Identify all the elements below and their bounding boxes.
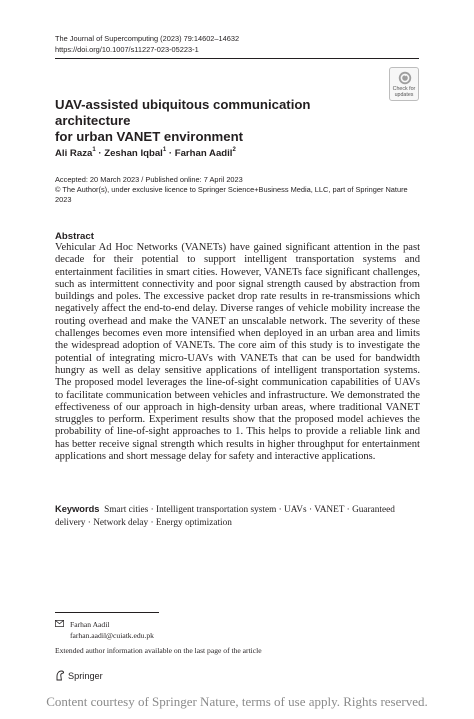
author-name[interactable]: Ali Raza [55,148,93,159]
journal-citation: The Journal of Supercomputing (2023) 79:14602–14632 [55,34,240,43]
header-rule [55,58,419,59]
author-name[interactable]: Farhan Aadil [174,148,233,159]
correspondence-email[interactable]: farhan.aadil@cuiatk.edu.pk [70,631,154,640]
courtesy-watermark: Content courtesy of Springer Nature, terms of use apply. Rights reserved. [46,694,428,709]
title-line-2: for urban VANET environment [55,129,244,144]
correspondence-name: Farhan Aadil [70,620,110,629]
check-updates-line1: Check for [392,86,416,92]
keywords-label: Keywords [55,504,100,514]
article-title [55,97,375,145]
author-affiliation: 1 [92,147,96,153]
title-line-1: UAV-assisted ubiquitous communication architecture [55,97,311,128]
springer-logo [55,670,103,681]
copyright-notice: © The Author(s), under exclusive licence to Springer Science+Business Media, LLC, part of Springer Nature 2023 [55,185,408,204]
keywords [55,503,420,529]
keywords-text: Smart cities · Intelligent transportation system · UAVs · VANET · Guaranteed delivery · Network delay · Energy optimization [55,505,395,528]
doi-link[interactable]: https://doi.org/10.1007/s11227-023-05223-1 [55,44,199,54]
publisher-name: Springer [68,671,103,681]
envelope-icon [55,620,64,627]
check-for-updates-badge[interactable] [389,67,419,101]
abstract-heading: Abstract [55,231,94,242]
footnote-rule [55,612,159,613]
publication-dates: Accepted: 20 March 2023 / Published online: 7 April 2023 [55,175,243,184]
author-separator: · [95,148,105,159]
author-affiliation: 2 [232,147,236,153]
abstract-text: Vehicular Ad Hoc Networks (VANETs) have gained significant attention in the past decade for their potential to support intelligent transportation systems and entertainment facilities in smart cities. However, VANETs face significant challenges, such as intermittent connectivity and poor signal strength caused by abstraction from buildings and poles. The excessive packet drop rate results in re-transmissions which negatively affect the end-to-end delay. Diverse ranges of vehicle mobility increase the routing overhead and make the VANET an unscalable network. The severity of these challenges becomes even more intensified when deployed in an urban area and limits the widespread adoption of VANETs. The core aim of this study is to investigate the potential of integrating micro-UAVs with VANETs that can be used for bandwidth hungry as well as delay sensitive applications of intelligent transportation systems. The proposed model leverages the line-of-sight communication capabilities of UAVs to facilitate communication between vehicles and infrastructure. We demonstrated the effectiveness of our approach in high-density urban areas, where traditional VANET struggles to perform. Experiment results show that the proposed model achieves the probability of line-of-sight approaches to 1. This helps to provide a reliable link and has better receive signal strength which results in higher throughput for entertainment applications and short message delay for safety and interactive applications. [55,242,420,463]
journal-header [55,34,239,55]
author-affiliation: 1 [162,147,167,153]
check-updates-line2: updates [394,92,414,98]
correspondence [70,619,154,641]
author-list [55,148,236,159]
extended-author-info: Extended author information available on the last page of the article [55,646,262,655]
author-separator: · [166,148,175,159]
springer-horse-icon [55,670,65,681]
author-name[interactable]: Zeshan Iqbal [104,148,163,159]
check-updates-icon [398,71,412,85]
publication-info [55,175,425,205]
